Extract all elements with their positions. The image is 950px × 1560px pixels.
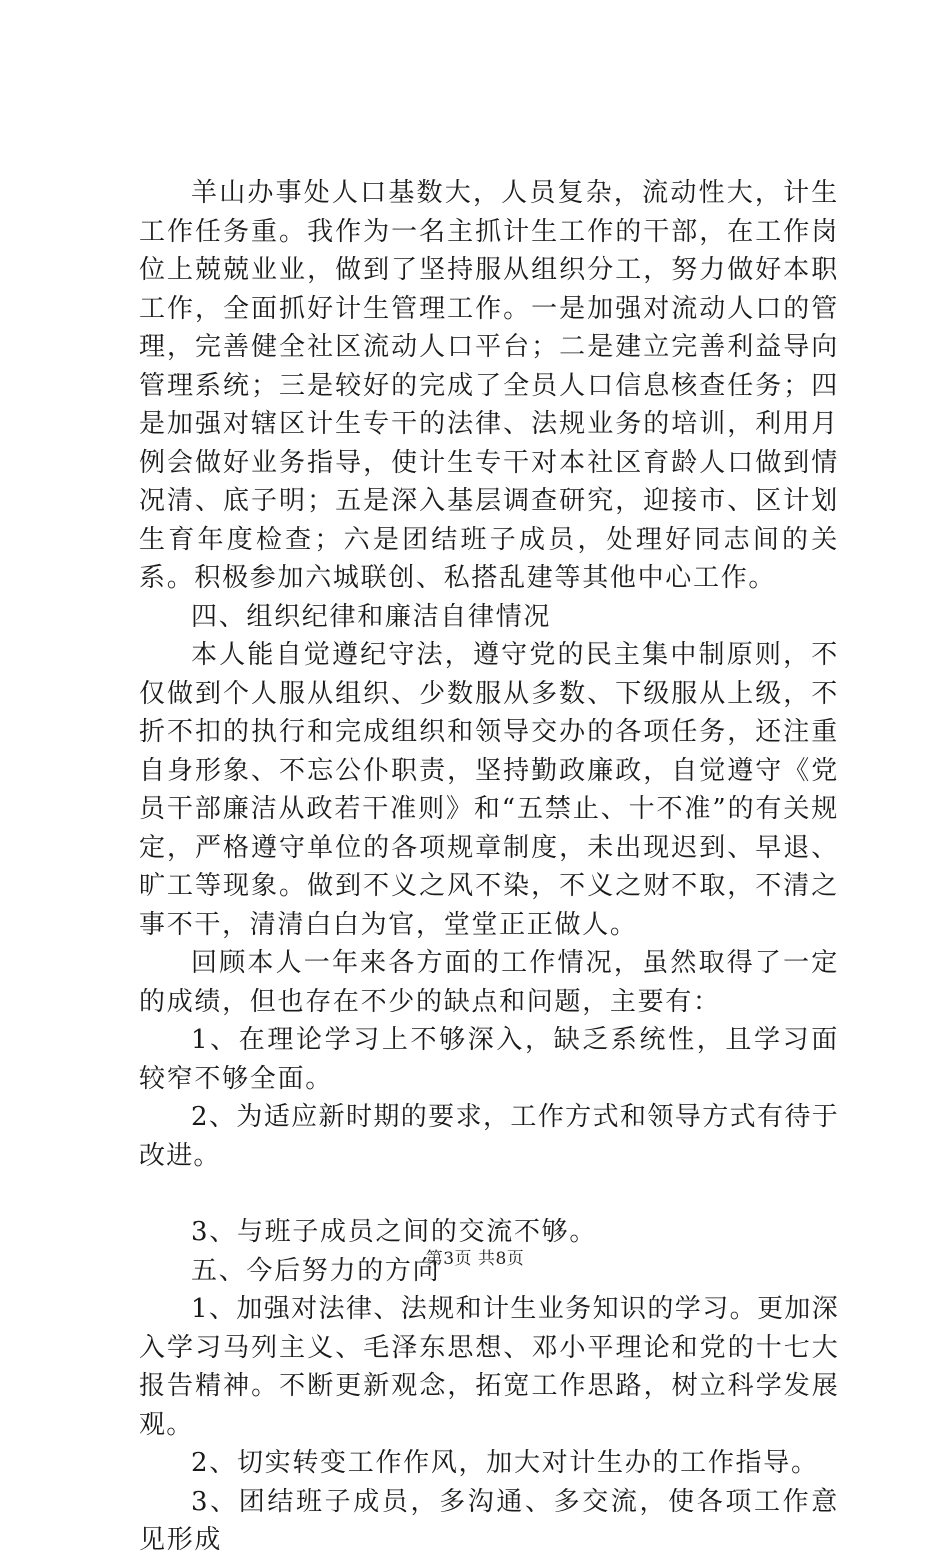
list-item-shortcoming-3: 3、与班子成员之间的交流不够。 <box>191 1217 598 1247</box>
list-item-shortcoming-2: 2、为适应新时期的要求，工作方式和领导方式有待于改进。 <box>139 1102 839 1171</box>
blank-line <box>139 1175 839 1213</box>
section-heading-future-direction: 五、今后努力的方向 <box>191 1255 441 1286</box>
paragraph-family-planning-work: 羊山办事处人口基数大，人员复杂，流动性大，计生工作任务重。我作为一名主抓计生工作的干部，在工作岗位上兢兢业业，做到了坚持服从组织分工，努力做好本职工作，全面抓好计生管理工作。一是加强对流动人口的管理，完善健全社区流动人口平台；二是建立完善利益导向管理系统；三是较好的完成了全员人口信息核查任务；四是加强对辖区计生专干的法律、法规业务的培训，利用月例会做好业务指导，使计生专干对本社区育龄人口做到情况清、底子明；五是深入基层调查研究，迎接市、区计划生育年度检查；六是团结班子成员，处理好同志间的关系。积极参加六城联创、私搭乱建等其他中心工作。 <box>139 178 839 593</box>
list-item-direction-2: 2、切实转变工作作风，加大对计生办的工作指导。 <box>191 1448 819 1478</box>
document-body <box>139 174 839 1560</box>
paragraph-discipline: 本人能自觉遵纪守法，遵守党的民主集中制原则，不仅做到个人服从组织、少数服从多数、下级服从上级，不折不扣的执行和完成组织和领导交办的各项任务，还注重自身形象、不忘公仆职责，坚持勤政廉政，自觉遵守《党员干部廉洁从政若干准则》和“五禁止、十不准”的有关规定，严格遵守单位的各项规章制度，未出现迟到、早退、旷工等现象。做到不义之风不染，不义之财不取，不清之事不干，清清白白为官，堂堂正正做人。 <box>139 640 839 940</box>
list-item-direction-1: 1、加强对法律、法规和计生业务知识的学习。更加深入学习马列主义、毛泽东思想、邓小平理论和党的十七大报告精神。不断更新观念，拓宽工作思路，树立科学发展观。 <box>139 1294 839 1440</box>
paragraph-review: 回顾本人一年来各方面的工作情况，虽然取得了一定的成绩，但也存在不少的缺点和问题，主要有： <box>139 948 839 1017</box>
section-heading-discipline: 四、组织纪律和廉洁自律情况 <box>191 601 552 632</box>
page-number-footer: 第3页 共8页 <box>425 1249 525 1269</box>
list-item-shortcoming-1: 1、在理论学习上不够深入，缺乏系统性，且学习面较窄不够全面。 <box>139 1025 839 1094</box>
list-item-direction-3: 3、团结班子成员，多沟通、多交流，使各项工作意见形成 <box>139 1486 839 1555</box>
